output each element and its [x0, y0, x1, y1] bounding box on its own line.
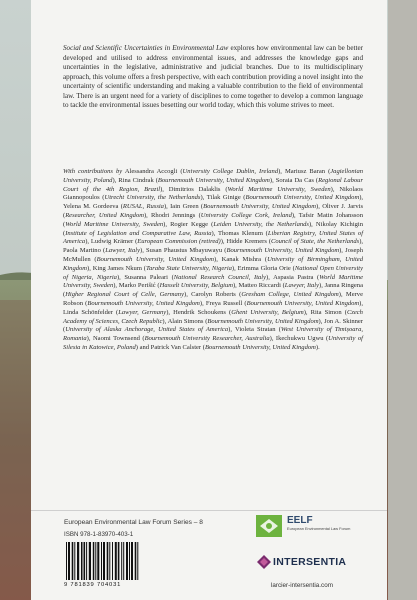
contributor-affiliation: World Maritime University, Sweden [63, 273, 363, 290]
barcode-bar [109, 542, 110, 580]
contributor-name: Soraia Da Cas [275, 176, 314, 184]
eelf-name: EELF [287, 515, 313, 526]
contributor-affiliation: University College Dublin, Ireland [182, 168, 279, 175]
contributor-name: Alain Simons [167, 317, 204, 325]
series-title: European Environmental Law Forum Series – 8 [64, 519, 203, 526]
contributors-list: With contributions by Alessandra Accogli (University College Dublin, Ireland), Mariusz Baran (Jagiellonian University, Poland), Rina Cindrak (Bournemouth University, United Kingdom), Soraia Da Cas (Regional Labour Court of the 4th Region, Brazil), Dimitrios Dalaklis (World Maritime University, Sweden), Nikolaos Giannopoulos (Utrecht University, the Netherlands), Tilak Ginige (Bournemouth University, United Kingdom), Yelena M. Gordeeva (RUSAL, Russia), Iain Green (Bournemouth University, United Kingdom), Oliver J. Jarvis (Researcher, United Kingdom), Rhodri Jennings (University College Cork, Ireland), Tafsir Matin Johansson (World Maritime University, Sweden), Rogier Kegge (Leiden University, the Netherlands), Nikolay Kichigin (Institute of Legislation and Comparative Law, Russia), Thomas Klenum (Liberian Registry, United States of America), Ludwig Krämer (European Commission (retired)), Hidde Kremers (Council of State, the Netherlands), Paola Martino (Lawyer, Italy), Susan Phaustus Mbayuwayu (Bournemouth University, United Kingdom), Joseph McMullen (Bournemouth University, United Kingdom), Kanak Mishra (University of Birmingham, United Kingdom), King James Nkum (Taraba State University, Nigeria), Erimma Gloria Orie (National Open University of Nigeria, Nigeria), Susanna Paleari (National Research Council, Italy), Aspasia Pastra (World Maritime University, Sweden), Marko Perišić (Hasselt University, Belgium), Matteo Riccardi (Lawyer, Italy), Janna Ringena (Higher Regional Court of Celle, Germany), Carolyn Roberts (Gresham College, United Kingdom), Merve Robson (Bournemouth University, United Kingdom), Freya Russell (Bournemouth University, United Kingdom), Linda Schönfelder (Lawyer, Germany), Hendrik Schoukens (Ghent University, Belgium), Rita Simon (Czech Academy of Sciences, Czech Republic), Alain Simons (Bournemouth University, United Kingdom), Jon A. Skinner (University of Alaska Anchorage, United States of America), Violeta Stratan (West University of Timișoara, Romania), Naomi Townsend (Bournemouth University Researcher, Australia), Ikechukwu Ugwu (University of Silesia in Katowice, Poland) and Patrick Van Calster (Bournemouth University, United Kingdom). [63, 168, 364, 351]
contributor-affiliation: University College Cork, Ireland [200, 211, 292, 219]
barcode-bar [81, 542, 83, 580]
barcode-bar [89, 542, 91, 580]
contributor-affiliation: Bournemouth University, United Kingdom [204, 343, 316, 351]
contributor-affiliation: Ghent University, Belgium [231, 308, 304, 316]
barcode-bar [115, 542, 117, 580]
barcode-bar [97, 542, 99, 580]
contributor-name: Tafsir Matin Johansson [298, 211, 363, 219]
contributor-name: Marko Perišić [118, 282, 156, 290]
contributor-affiliation: Bournemouth University, United Kingdom [203, 203, 317, 211]
contributor-name: Mariusz Baran [284, 168, 326, 175]
contributor-name: Rina Cindrak [118, 176, 154, 184]
contributor-affiliation: Bournemouth University Researcher, Australia [144, 335, 270, 343]
contributor-name: Joseph McMullen [63, 247, 363, 263]
contributor-affiliation: Gresham College, United Kingdom [241, 291, 339, 299]
contributor-name: King James Nkum [92, 264, 142, 272]
barcode-bar [121, 542, 122, 580]
contributor-affiliation: Higher Regional Court of Celle, Germany [65, 291, 184, 299]
contributor-name: Susan Phaustus Mbayuwayu [146, 247, 223, 255]
book-title-italic: Social and Scientific Uncertainties in Environmental Law [63, 44, 229, 52]
contributor-name: Rogier Kegge [170, 220, 209, 228]
barcode-bar [131, 542, 133, 580]
contributor-name: Rita Simon [310, 308, 342, 316]
barcode-image [64, 542, 159, 580]
contributor-affiliation: Council of State, the Netherlands [271, 238, 360, 246]
barcode-bar [72, 542, 74, 580]
contributor-affiliation: Bournemouth University, United Kingdom [96, 255, 215, 263]
contributor-name: Hidde Kremers [226, 238, 267, 246]
contributor-affiliation: Liberian Registry, United States of America [63, 229, 364, 246]
contributor-name: Patrick Van Calster [150, 343, 202, 351]
contributor-affiliation: Lawyer, Germany [118, 308, 167, 316]
contributor-name: Tilak Ginige [206, 194, 241, 202]
barcode-bar [77, 542, 79, 580]
contributor-affiliation: Bournemouth University, United Kingdom [207, 317, 319, 325]
contributor-affiliation: University of Alaska Anchorage, United States of America [65, 326, 229, 334]
contributor-name: Freya Russell [205, 299, 243, 307]
publisher-name: INTERSENTIA [273, 556, 347, 568]
barcode-bar [84, 542, 86, 580]
cover-footer [31, 510, 387, 600]
publisher-website: larcier-intersentia.com [271, 582, 333, 589]
book-description [63, 44, 363, 111]
contributor-name: Violeta Stratan [234, 326, 276, 334]
contributor-affiliation: Bournemouth University, United Kingdom [87, 299, 200, 307]
contributor-affiliation: Bournemouth University, United Kingdom [157, 176, 270, 184]
contributor-affiliation: Researcher, United Kingdom [65, 211, 144, 219]
contributor-affiliation: European Commission (retired) [137, 238, 221, 246]
contributor-affiliation: Czech Academy of Sciences, Czech Republic [63, 308, 363, 325]
contributor-affiliation: Institute of Legislation and Comparative Law, Russia [65, 229, 212, 237]
barcode-number: 9 781839 704031 [64, 582, 122, 588]
contributor-affiliation: Utrecht University, the Netherlands [104, 194, 201, 202]
contributor-name: Alessandra Accogli [124, 168, 178, 175]
contributor-name: Paola Martino [63, 247, 101, 255]
contributor-name: Erimma Gloria Orie [237, 264, 291, 272]
contributor-affiliation: Jagiellonian University, Poland [63, 168, 364, 184]
barcode-bar [86, 542, 87, 580]
contributor-name: Nikolay Kichigin [315, 220, 363, 228]
barcode-bar [126, 542, 128, 580]
contributor-affiliation: World Maritime University, Sweden [65, 220, 164, 228]
contributor-affiliation: Lawyer, Italy [105, 247, 140, 255]
eelf-subtitle: European Environmental Law Forum [287, 526, 351, 531]
isbn: ISBN 978-1-83970-403-1 [64, 531, 134, 538]
barcode-bar [101, 542, 102, 580]
contributor-name: Thomas Klenum [218, 229, 263, 237]
contributor-name: Dimitrios Dalaklis [168, 185, 221, 193]
contributors-intro: With contributions by [63, 168, 123, 175]
contributor-name: Oliver J. Jarvis [322, 203, 363, 211]
contributor-name: Naomi Townsend [92, 335, 140, 343]
contributor-name: Aspasia Pastra [273, 273, 314, 281]
intersentia-logo-icon [257, 555, 271, 569]
contributor-affiliation: National Research Council, Italy [173, 273, 267, 281]
contributor-name: Ikechukwu Ugwu [275, 335, 324, 343]
contributor-name: Janna Ringena [324, 282, 363, 290]
contributor-affiliation: World Maritime University, Sweden [227, 185, 331, 193]
barcode-bar [135, 542, 137, 580]
description-text: explores how environmental law can be better developed and utilised to address environmental issues, and addresses the knowledge gaps and uncertainties in the legislative, administrative and judicial branches. Due to its multidisciplinary approach, this volume offers a fresh perspective, with each contribution providing a novel insight into the uncertainty of scientific understanding and making a valuable contribution to the field of environmental law. There is an urgent need for a variety of disciplines to come together to develop a common language to tackle the environmental issues besetting our world today, which this volume strives to meet. [63, 44, 363, 109]
contributor-affiliation: Taraba State University, Nigeria [145, 264, 232, 272]
contributor-name: Merve Robson [63, 291, 363, 307]
barcode-bar [95, 542, 96, 580]
barcode-bar [107, 542, 109, 580]
contributor-affiliation: Hasselt University, Belgium [159, 282, 233, 290]
contributor-affiliation: National Open University of Nigeria, Nigeria [63, 264, 363, 281]
barcode-bar [68, 542, 70, 580]
contributor-affiliation: University of Silesia in Katowice, Poland [63, 335, 363, 351]
barcode-bar [137, 542, 138, 580]
contributor-name: Susanna Paleari [124, 273, 168, 281]
contributor-name: Iain Green [170, 203, 199, 211]
contributor-name: Rhodri Jennings [151, 211, 196, 219]
contributor-affiliation: Bournemouth University, United Kingdom [246, 299, 360, 307]
barcode-bar [93, 542, 95, 580]
contributor-affiliation: West University of Timișoara, Romania [63, 326, 364, 343]
barcode-bar [129, 542, 130, 580]
barcode-bar [118, 542, 120, 580]
barcode-bar [74, 542, 75, 580]
contributor-affiliation: Regional Labour Court of the 4th Region, Brazil [63, 176, 363, 193]
contributor-affiliation: RUSAL, Russia [122, 203, 164, 211]
contributor-name: Yelena M. Gordeeva [63, 203, 119, 211]
barcode-bar [112, 542, 113, 580]
contributor-affiliation: Leiden University, the Netherlands [213, 220, 309, 228]
contributor-affiliation: University of Birmingham, United Kingdom [63, 255, 363, 272]
contributor-affiliation: Bournemouth University, United Kingdom [226, 247, 340, 255]
contributor-name: Matteo Riccardi [238, 282, 281, 290]
contributor-name: Linda Schönfelder [63, 308, 113, 316]
barcode-bar [123, 542, 124, 580]
contributor-name: Nikolaos Giannopoulos [63, 185, 363, 202]
barcode-bar [103, 542, 105, 580]
contributor-name: Ludwig Krämer [90, 238, 134, 246]
contributor-affiliation: Lawyer, Italy [284, 282, 320, 290]
contributor-name: Hendrik Schoukens [173, 308, 226, 316]
barcode-bar [66, 542, 67, 580]
contributor-name: Kanak Mishra [221, 255, 262, 263]
contributor-affiliation: Bournemouth University, United Kingdom [245, 194, 360, 202]
contributor-name: Carolyn Roberts [191, 291, 236, 299]
contributor-name: Jon A. Skinner [324, 317, 363, 325]
eelf-logo-icon [256, 515, 282, 537]
